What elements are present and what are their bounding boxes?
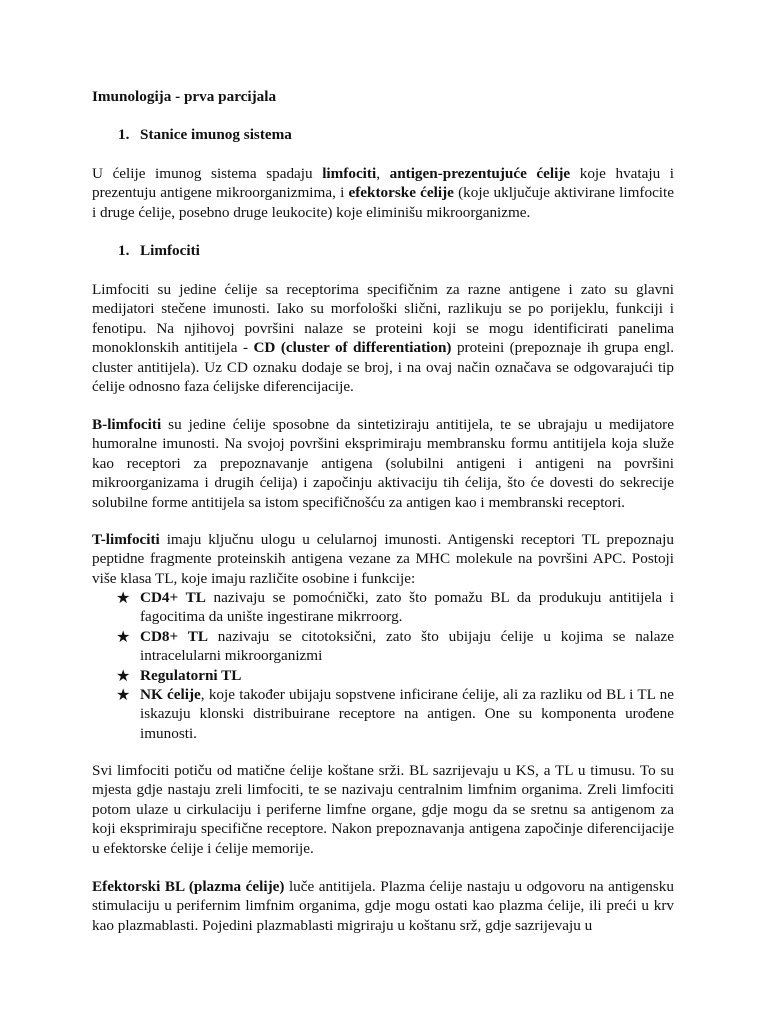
list-item (92, 685, 674, 743)
paragraph-celije-imunog-sistema (92, 164, 674, 222)
star-bullet-icon: ★ (116, 685, 131, 705)
bullet-bold-term: NK ćelije (140, 686, 201, 704)
bullet-bold-term: Regulatorni TL (140, 666, 242, 684)
list-item (92, 588, 674, 627)
bullet-bold-term: CD4+ TL (140, 589, 206, 606)
star-bullet-icon: ★ (116, 665, 131, 685)
bold-term-limfociti: limfociti (322, 165, 377, 182)
section-heading-stanice (118, 125, 292, 144)
text-run: luče antitijela. Plazma ćelije nastaju u odgovoru na antigensku stimulaciju u perifernim limfnim organima, gdje mogu ostati kao plazma ćelije, ili preći u krv kao plazmablasti. Pojedini plazmablasti migriraju u koštanu srž, gdje sazrijevaju u (92, 878, 674, 934)
text-run: su jedine ćelije sposobne da sintetiziraju antitijela, te se ubrajaju u medijatore humoralne imunosti. Na svojoj površini eksprimiraju membransku formu antitijela koja služe kao receptori za prepoznavanje antigena (solubilni antigeni i antigeni na površini mikroorganizama i drugih ćelija) i započinju aktivaciju tih ćelija, što će dovesti do sekrecije solubilne forme antitijela sa istom specifičnošću za antigen kao i membranski receptori. (92, 416, 674, 511)
text-run: Limfociti su jedine ćelije sa receptorima specifičnim za razne antigene i zato su glavni medijatori stečene imunosti. Iako su morfološki slični, razlikuju se po porijeklu, funkciji i fenotipu. Na njihovoj površini nalaze se proteini koji se mogu identificirati panelima monoklonskih antitijela - (92, 281, 674, 357)
bold-term-efektorski-bl: Efektorski BL (plazma ćelije) (92, 878, 285, 895)
bullet-text: nazivaju se pomoćnički, zato što pomažu BL da produkuju antitijela i fagocitima da unište ingestirane mikrroorg. (140, 589, 675, 626)
text-run: imaju ključnu ulogu u celularnoj imunosti. Antigenski receptori TL prepoznaju peptidne fragmente proteinskih antigena vezane za MHC molekule na površini APC. Postoji više klasa TL, koje imaju različite osobine i funkcije: (92, 531, 674, 587)
document-title: Imunologija - prva parcijala (92, 88, 277, 105)
list-item (92, 666, 674, 685)
section-title: Limfociti (140, 242, 200, 259)
star-bullet-icon: ★ (116, 626, 131, 646)
text-run: proteini (prepoznaje ih grupa engl. cluster antitijela). Uz CD oznaku dodaje se broj, i na ovaj način označava se odgovarajući tip ćelije odnosno faza ćelijske diferencijacije. (92, 339, 674, 396)
section-number: 1. (118, 242, 130, 259)
bullet-text: nazivaju se citotoksični, zato što ubijaju ćelije u kojima se nalaze intracelularni mikroorganizmi (140, 627, 674, 665)
paragraph-svi-limfociti: Svi limfociti potiču od matične ćelije koštane srži. BL sazrijevaju u KS, a TL u timusu. To su mjesta gdje nastaju zreli limfociti, te se nazivaju centralnim limfnim organima. Zreli limfociti potom ulaze u cirkulaciju i periferne limfne organe, gdje mogu da se sretnu sa antigenom za koji eksprimiraju specifične receptore. Nakon prepoznavanja antigena započinje diferencijacije u efektorske ćelije i ćelije memorije. (92, 762, 674, 857)
text-run: , (376, 165, 390, 182)
bold-term-apc: antigen-prezentujuće ćelije (389, 165, 571, 182)
text-run: koje hvataju i prezentuju antigene mikroorganizmima, i (92, 165, 675, 202)
t-cell-class-list (92, 588, 674, 743)
bold-term-t-limfociti: T-limfociti (92, 531, 160, 548)
bold-term-efektorske: efektorske ćelije (348, 184, 454, 202)
bold-term-cd: CD (cluster of differentiation) (253, 339, 452, 357)
paragraph-t-limfociti (92, 530, 674, 588)
bullet-text: , koje također ubijaju sopstvene inficirane ćelije, ali za razliku od BL i TL ne iskazuju klonski distribuirane receptore na antigen. One su komponenta urođene imunosti. (140, 686, 674, 742)
section-title: Stanice imunog sistema (140, 126, 292, 143)
paragraph-b-limfociti (92, 415, 674, 512)
section-number: 1. (118, 126, 130, 143)
paragraph-efektorski-bl (92, 877, 674, 935)
paragraph-limfociti (92, 280, 674, 396)
text-run: (koje uključuje aktivirane limfocite i druge ćelije, posebno druge leukocite) koje eliminišu mikroorganizme. (92, 184, 674, 221)
text-run: U ćelije imunog sistema spadaju (92, 165, 323, 182)
list-item (92, 627, 674, 666)
star-bullet-icon: ★ (116, 588, 131, 607)
section-heading-limfociti (118, 241, 200, 260)
bold-term-b-limfociti: B-limfociti (92, 416, 162, 433)
bullet-bold-term: CD8+ TL (140, 627, 208, 645)
